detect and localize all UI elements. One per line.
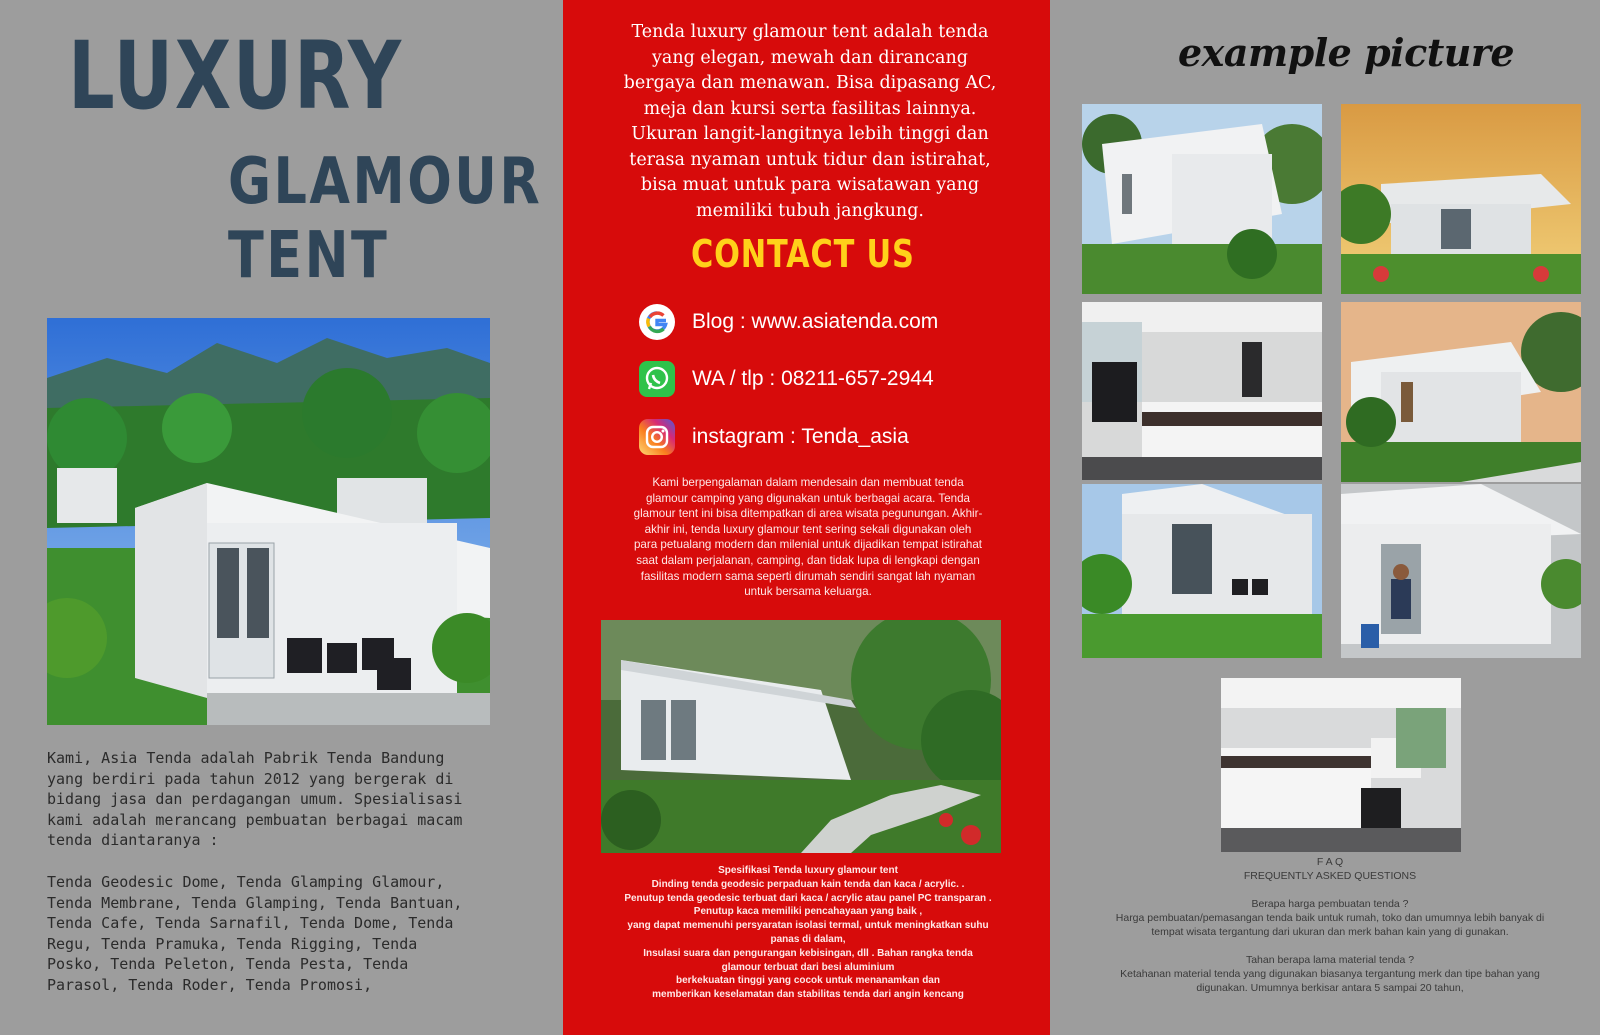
whatsapp-phone[interactable]: WA / tlp : 08211-657-2944 [692, 367, 934, 390]
left-panel [0, 0, 563, 1035]
title-tent: TENT [228, 219, 390, 293]
faq-question: Berapa harga pembuatan tenda ? [1251, 898, 1409, 910]
gallery-photo [1341, 302, 1581, 482]
faq-section [1110, 855, 1550, 995]
spec-line: memberikan keselamatan dan stabilitas tenda dari angin kencang [652, 989, 964, 1001]
intro-text: Tenda luxury glamour tent adalah tenda yang elegan, mewah dan dirancang bergaya dan menawan. Bisa dipasang AC, meja dan kursi serta fasilitas lainnya. Ukuran langit-langitnya lebih tinggi dan terasa nyaman untuk tidur dan istirahat, bisa muat untuk para wisatawan yang memiliki tubuh jangkung. [623, 22, 997, 221]
faq-answer: Harga pembuatan/pemasangan tenda baik untuk rumah, toko dan umumnya lebih banyak di tempat wisata tergantung dari ukuran dan merk bahan kain yang di gunakan. [1115, 912, 1545, 938]
instagram-icon [638, 418, 676, 456]
gallery-photo [1221, 678, 1461, 852]
faq-question: Tahan berapa lama material tenda ? [1245, 954, 1415, 966]
whatsapp-icon [638, 360, 676, 398]
contact-blog[interactable] [638, 303, 938, 341]
example-picture-title: example picture [1178, 30, 1515, 75]
gallery-photo [1082, 302, 1322, 480]
google-icon [638, 303, 676, 341]
spec-line: Penutup kaca memiliki pencahayaan yang baik , [693, 906, 923, 918]
contact-instagram[interactable] [638, 418, 909, 456]
gallery-photo [1082, 484, 1322, 658]
garden-tent-photo [601, 620, 1001, 853]
spec-line: Dinding tenda geodesic perpaduan kain tenda dan kaca / acrylic. . [651, 878, 965, 890]
spec-line: Insulasi suara dan pengurangan kebisingan, dll . Bahan rangka tenda glamour terbuat dari besi aluminium [643, 947, 973, 973]
experience-text: Kami berpengalaman dalam mendesain dan membuat tenda glamour camping yang digunakan untuk berbagai acara. Tenda glamour tent ini bisa ditempatkan di area wisata pegunungan. Akhir-akhir ini, tenda luxury glamour tent sering sekali digunakan oleh para petualang modern dan milenial untuk dijadikan tempat istirahat saat dalam perjalanan, camping, dan tidak lupa di lengkapi dengan fasilitas modern sama seperti dirumah sendiri sangat lah nyaman untuk bersama keluarga. [633, 476, 983, 599]
title-glamour: GLAMOUR [228, 145, 543, 219]
spec-list [623, 864, 993, 1002]
contact-title: CONTACT US [691, 232, 915, 276]
instagram-handle[interactable]: instagram : Tenda_asia [692, 425, 909, 448]
gallery-photo [1341, 484, 1581, 658]
tent-types-list: Tenda Geodesic Dome, Tenda Glamping Glamour, Tenda Membrane, Tenda Glamping, Tenda Bantuan, Tenda Cafe, Tenda Sarnafil, Tenda Dome, Tenda Regu, Tenda Pramuka, Tenda Rigging, Tenda Posko, Tenda Peleton, Tenda Pesta, Tenda Parasol, Tenda Roder, Tenda Promosi, [47, 873, 463, 994]
faq-heading: F A Q [1316, 856, 1344, 868]
gallery-photo [1082, 104, 1322, 294]
contact-whatsapp[interactable] [638, 360, 934, 398]
spec-line: Penutup tenda geodesic terbuat dari kaca / acrylic atau panel PC transparan . [624, 892, 992, 904]
spec-line: Spesifikasi Tenda luxury glamour tent [718, 865, 898, 876]
faq-subheading: FREQUENTLY ASKED QUESTIONS [1243, 870, 1417, 882]
hero-tent-photo [47, 318, 490, 725]
gallery-photo [1341, 104, 1581, 294]
spec-line: yang dapat memenuhi persyaratan isolasi termal, untuk meningkatkan suhu panas di dalam, [627, 920, 989, 945]
spec-line: berkekuatan tinggi yang cocok untuk menanamkan dan [676, 975, 940, 987]
blog-link[interactable]: Blog : www.asiatenda.com [692, 310, 939, 333]
company-description: Kami, Asia Tenda adalah Pabrik Tenda Bandung yang berdiri pada tahun 2012 yang bergerak di bidang jasa dan perdagangan umum. Spesialisasi kami adalah merancang pembuatan berbagai macam tenda diantaranya : [47, 749, 463, 850]
right-panel [1050, 0, 1600, 1035]
faq-answer: Ketahanan material tenda yang digunakan biasanya tergantung merk dan tipe bahan yang digunakan. Umumnya berkisar antara 5 sampai 20 tahun, [1120, 968, 1540, 994]
middle-panel [563, 0, 1050, 1035]
title-luxury: LUXURY [68, 22, 403, 131]
